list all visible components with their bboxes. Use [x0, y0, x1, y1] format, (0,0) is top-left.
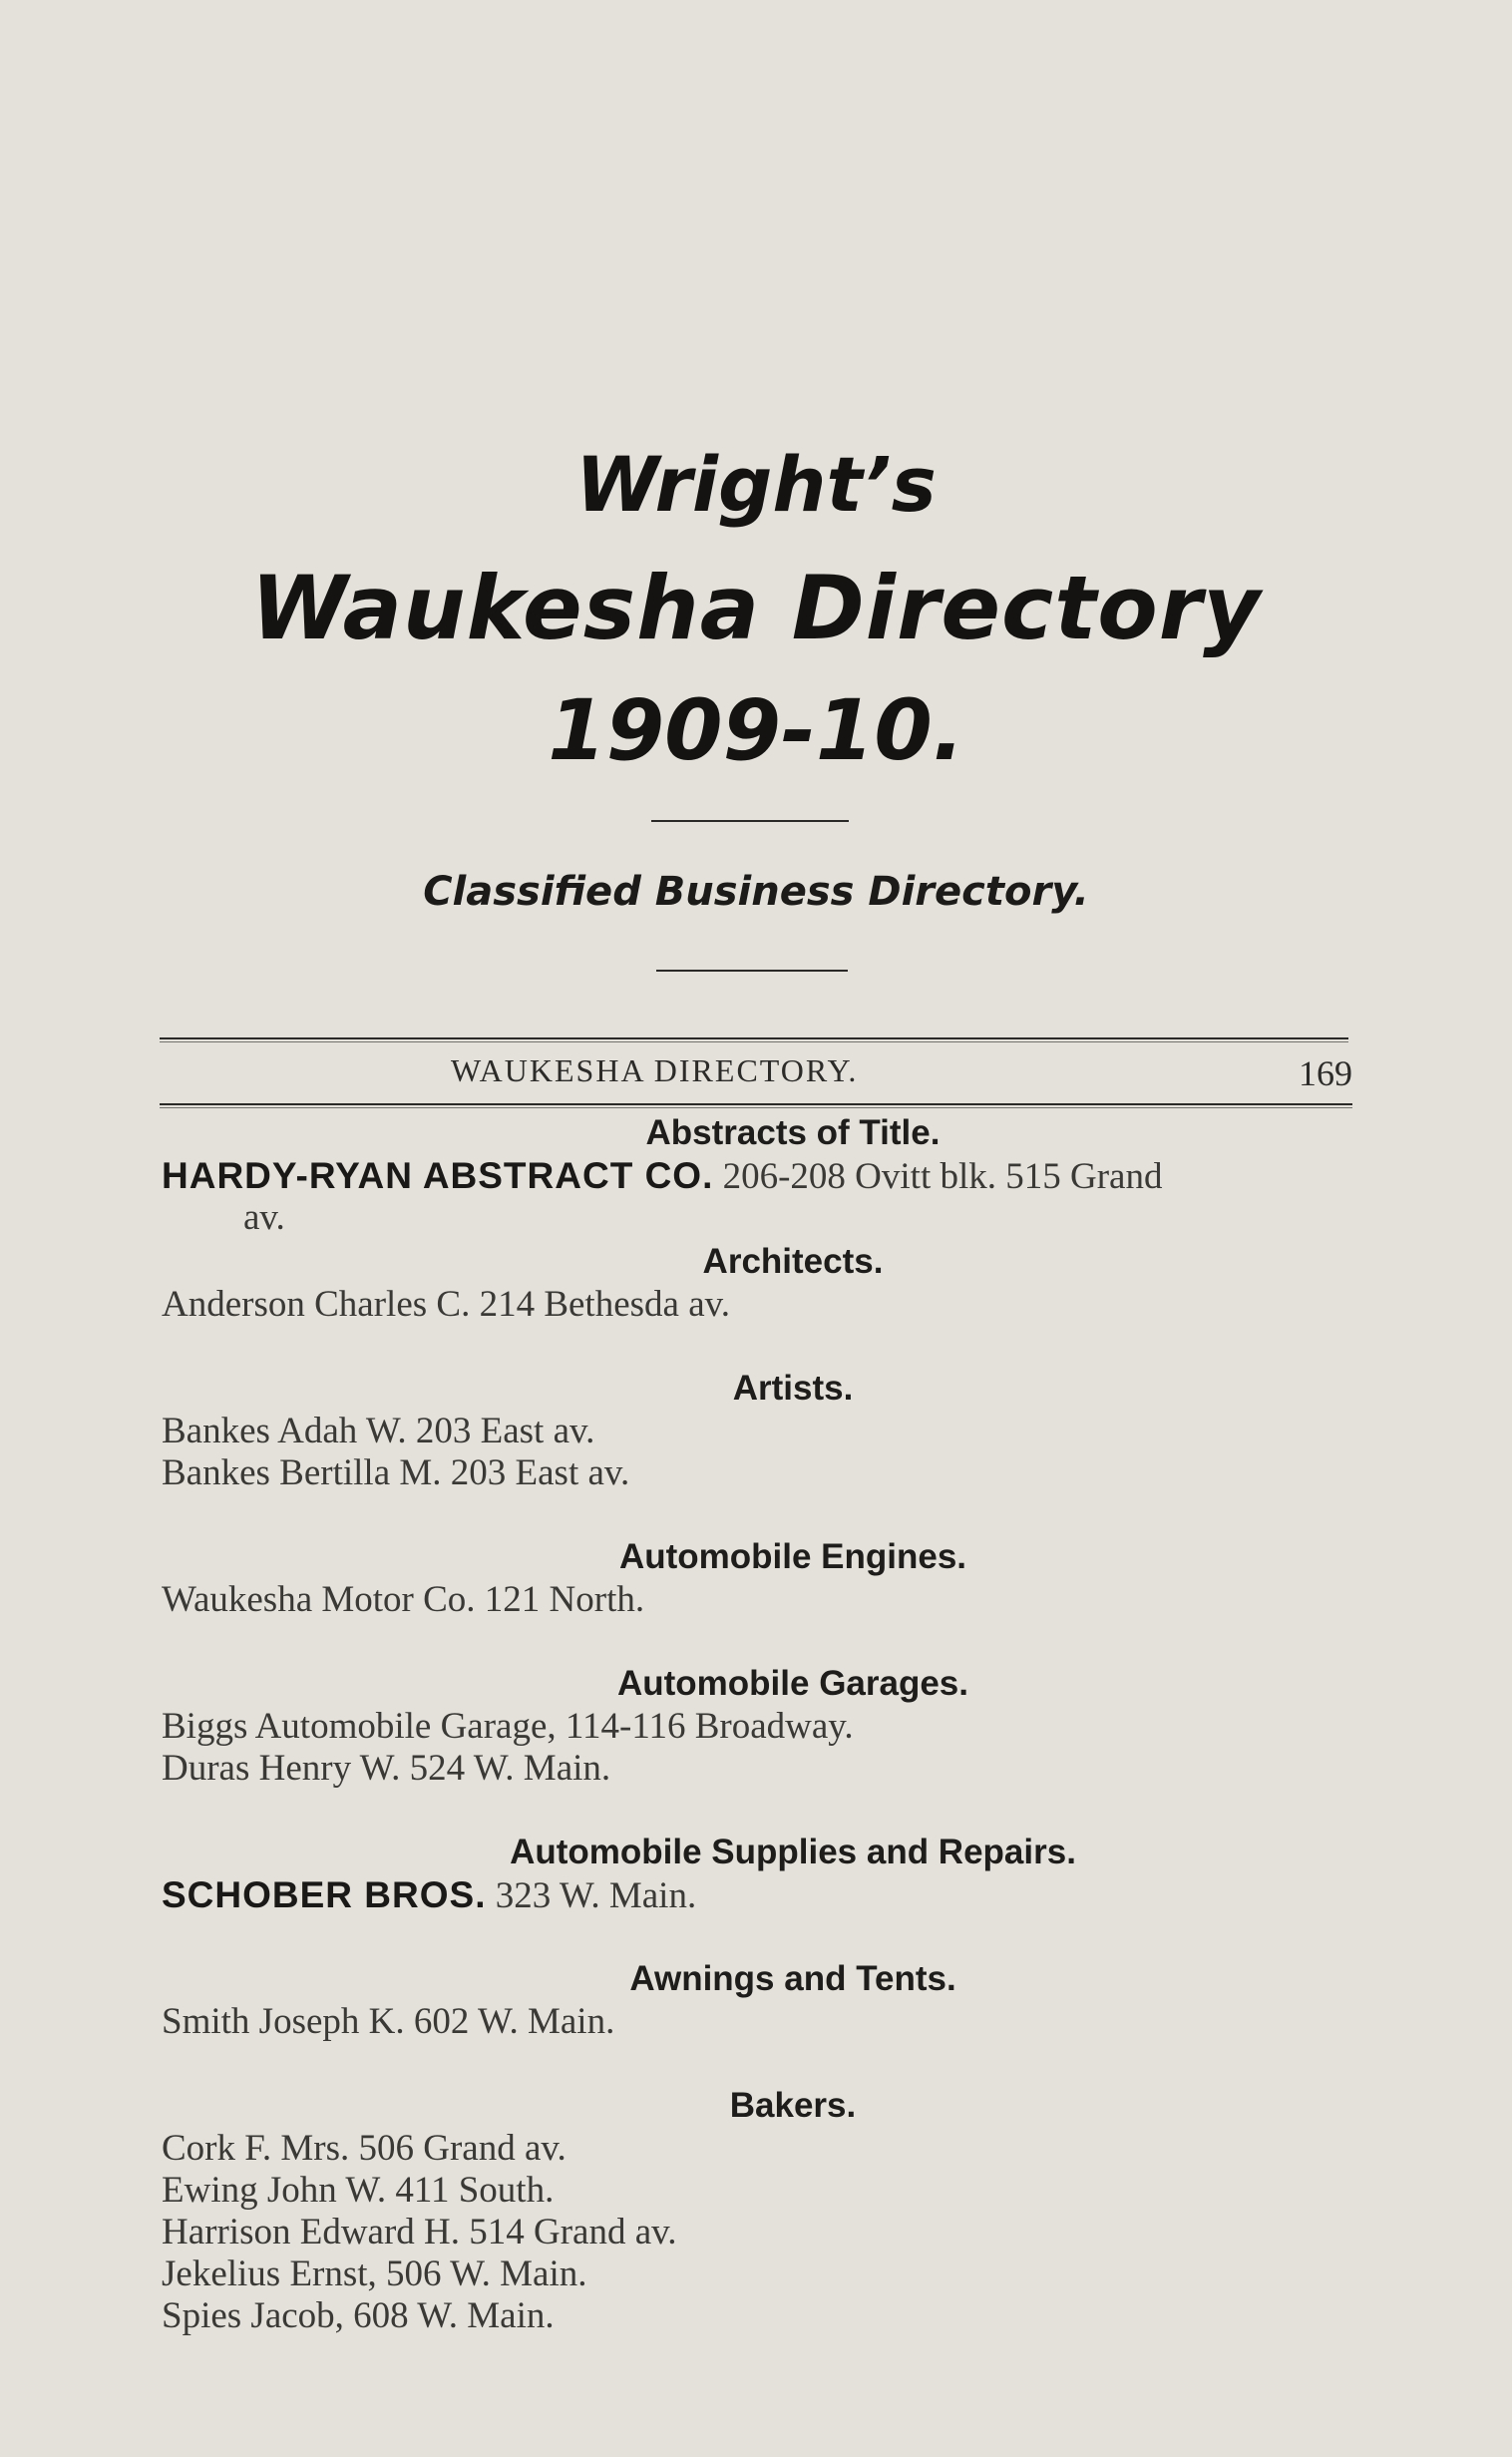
section-bakers	[162, 2083, 1354, 2337]
section-heading: Abstracts of Title.	[645, 1113, 941, 1152]
spacer	[162, 1790, 1354, 1830]
business-address: 206-208 Ovitt blk. 515 Grand	[722, 1156, 1163, 1197]
list-item: Bankes Bertilla M. 203 East av.	[162, 1452, 630, 1493]
section-abstracts-of-title	[162, 1110, 1354, 1239]
list-item: Biggs Automobile Garage, 114-116 Broadway.	[162, 1706, 854, 1747]
header-bottom-rule	[160, 1103, 1352, 1105]
section-heading: Awnings and Tents.	[629, 1959, 956, 1998]
list-item-continuation: av.	[243, 1197, 285, 1238]
classified-listings	[162, 1110, 1354, 2337]
section-heading: Automobile Engines.	[618, 1537, 967, 1576]
section-heading: Automobile Supplies and Repairs.	[510, 1833, 1076, 1871]
section-awnings-and-tents	[162, 1956, 1354, 2043]
business-name: HARDY-RYAN ABSTRACT CO.	[162, 1155, 714, 1196]
section-heading: Artists.	[732, 1369, 854, 1408]
list-item: Harrison Edward H. 514 Grand av.	[162, 2212, 677, 2252]
business-address: 323 W. Main.	[495, 1875, 697, 1916]
spacer	[162, 2043, 1354, 2083]
subtitle: Classified Business Directory.	[423, 869, 1089, 915]
section-heading: Bakers.	[729, 2086, 857, 2125]
spacer	[162, 1916, 1354, 1956]
title-line-2: Waukesha Directory	[250, 557, 1262, 659]
section-automobile-supplies	[162, 1830, 1354, 1916]
list-item: Duras Henry W. 524 W. Main.	[162, 1748, 611, 1789]
section-automobile-engines	[162, 1534, 1354, 1621]
list-item	[162, 1874, 1354, 1916]
header-bottom-rule-thin	[160, 1107, 1352, 1108]
spacer	[162, 1494, 1354, 1534]
title-line-1: Wright’s	[575, 440, 937, 529]
running-title: WAUKESHA DIRECTORY.	[451, 1052, 859, 1088]
section-automobile-garages	[162, 1661, 1354, 1790]
section-heading: Architects.	[702, 1242, 884, 1281]
header-top-rule	[160, 1037, 1348, 1039]
running-header	[160, 1052, 1352, 1092]
list-item: Cork F. Mrs. 506 Grand av.	[162, 2128, 567, 2169]
section-artists	[162, 1366, 1354, 1494]
list-item: Waukesha Motor Co. 121 North.	[162, 1579, 645, 1620]
section-architects	[162, 1239, 1354, 1326]
section-heading: Automobile Garages.	[616, 1664, 969, 1703]
list-item: Jekelius Ernst, 506 W. Main.	[162, 2253, 587, 2294]
page-number: 169	[1299, 1053, 1352, 1093]
list-item: Anderson Charles C. 214 Bethesda av.	[162, 1284, 730, 1325]
list-item: Bankes Adah W. 203 East av.	[162, 1411, 595, 1451]
list-item: Smith Joseph K. 602 W. Main.	[162, 2001, 615, 2042]
title-divider	[651, 820, 849, 822]
spacer	[162, 1621, 1354, 1661]
subtitle-divider	[656, 970, 848, 972]
business-name: SCHOBER BROS.	[162, 1874, 487, 1915]
list-item: Spies Jacob, 608 W. Main.	[162, 2295, 555, 2336]
title-line-3: 1909-10.	[548, 681, 964, 779]
header-top-rule-thin	[160, 1041, 1348, 1042]
list-item: Ewing John W. 411 South.	[162, 2170, 555, 2211]
spacer	[162, 1326, 1354, 1366]
list-item	[162, 1155, 1354, 1197]
